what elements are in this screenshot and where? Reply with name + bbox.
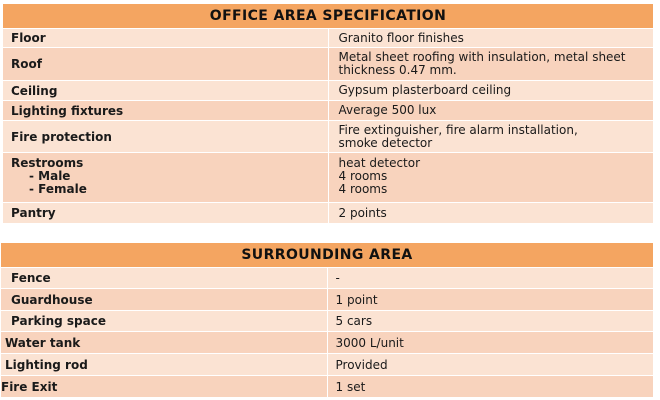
roof-value-line2: thickness 0.47 mm. [338,63,457,77]
table-row [3,121,654,153]
ceiling-value: Gypsum plasterboard ceiling [328,81,654,101]
fence-label: Fence [1,268,328,289]
table-row [1,376,654,398]
restrooms-value-line2: 4 rooms [338,169,388,183]
roof-value-line1: Metal sheet roofing with insulation, metal sheet [338,50,626,64]
fence-value: - [327,268,654,289]
table-row [1,289,654,311]
lighting-rod-value: Provided [327,354,654,376]
floor-value: Granito floor finishes [328,29,654,48]
guardhouse-label: Guardhouse [1,289,328,311]
fire-exit-label: Fire Exit [1,376,328,398]
roof-value [328,48,654,81]
fire-value-line2: smoke detector [338,135,433,150]
table-row [3,29,654,48]
restrooms-title: Restrooms [11,156,84,170]
table-row [1,332,654,354]
fire-protection-label: Fire protection [3,121,329,153]
table-row [3,48,654,81]
restrooms-value [328,153,654,203]
restrooms-label [3,153,329,203]
office-spec-table [2,3,654,224]
water-tank-value: 3000 L/unit [327,332,654,354]
lighting-label: Lighting fixtures [3,101,329,121]
pantry-label: Pantry [3,203,329,224]
table-row [1,311,654,332]
table-row [1,268,654,289]
fire-value-line1: Fire extinguisher, fire alarm installation, [338,122,578,137]
parking-label: Parking space [1,311,328,332]
lighting-rod-label: Lighting rod [1,354,328,376]
floor-label: Floor [3,29,329,48]
restrooms-value-line3: 4 rooms [338,182,388,196]
pantry-value: 2 points [328,203,654,224]
water-tank-label: Water tank [1,332,328,354]
table-row [3,81,654,101]
parking-value: 5 cars [327,311,654,332]
table-row [3,101,654,121]
roof-label: Roof [3,48,329,81]
lighting-value: Average 500 lux [328,101,654,121]
restrooms-male: - Male [29,169,71,183]
guardhouse-value: 1 point [327,289,654,311]
table-row [3,203,654,224]
office-spec-title: OFFICE AREA SPECIFICATION [3,4,654,29]
restrooms-female: - Female [29,182,87,196]
surrounding-area-title: SURROUNDING AREA [1,243,654,268]
restrooms-value-line1: heat detector [338,156,421,170]
table-row [3,153,654,203]
fire-exit-value: 1 set [327,376,654,398]
ceiling-label: Ceiling [3,81,329,101]
fire-protection-value [328,121,654,153]
table-row [1,354,654,376]
surrounding-area-table [0,242,654,398]
